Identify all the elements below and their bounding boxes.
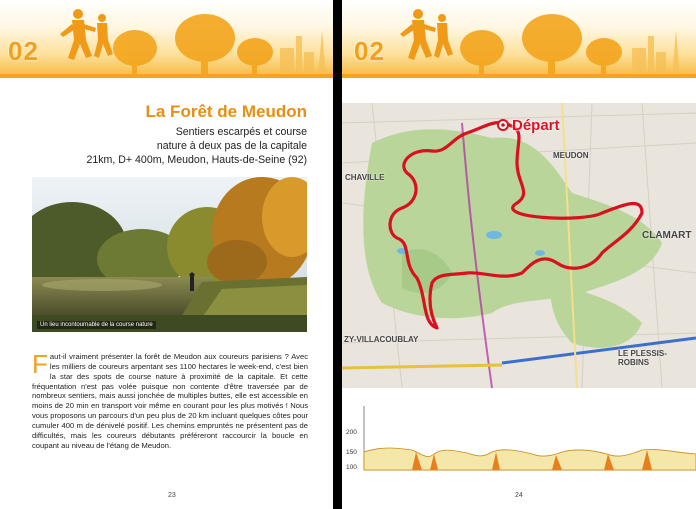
- book-spine: [333, 0, 342, 509]
- photo-caption: Un lieu incontournable de la course nature: [37, 321, 156, 329]
- elevation-profile: [342, 398, 696, 478]
- article-text: aut-il vraiment présenter la forêt de Meudon aux coureurs parisiens ? Avec les milliers de coureurs arpentant ses 1100 hectares le week-end, c'est bien la star des spots de course nature à proximité de la capitale. Et cette fréquentation n'est pas volée puisque non contente d'être traversée par de nombreux sentiers, mais aussi jonchée de multiples buttes, elle est accessible en moins de 20 min en transport voir même en courant pour les plus motivés ! Nous vous proposons un parcours d'un peu plus de 20 km incluant quelques côtes pour cumuler 400 m de dénivelé positif. Les chemins empruntés ne présentent pas de difficultés, mais les coureurs débutants préféreront raccourcir la boucle en coupant au niveau de l'étang de Meudon.: [32, 352, 308, 450]
- topographic-map: [342, 103, 696, 388]
- chapter-number: 02: [8, 36, 39, 66]
- left-page: [0, 0, 333, 509]
- elevation-chart: [342, 398, 696, 478]
- map-label-clamart: CLAMART: [642, 230, 692, 241]
- subtitle-line-2: nature à deux pas de la capitale: [156, 140, 307, 152]
- drop-cap: F: [32, 349, 48, 379]
- map-label-chaville: CHAVILLE: [345, 173, 385, 182]
- elevation-tick-150: 150: [346, 449, 357, 456]
- route-stats: 21km, D+ 400m, Meudon, Hauts-de-Seine (92): [86, 154, 307, 166]
- route-map[interactable]: [342, 103, 696, 388]
- route-title: La Forêt de Meudon: [145, 102, 307, 121]
- forest-pond-image: [32, 177, 307, 332]
- runner-trees-illustration-right: [342, 0, 696, 78]
- map-label-plessis: LE PLESSIS-ROBINS: [618, 349, 667, 367]
- page-number-left: 23: [168, 492, 176, 499]
- map-label-velizy: ZY-VILLACOUBLAY: [344, 335, 419, 344]
- pond-photo: [32, 177, 307, 332]
- runner-trees-illustration: [0, 0, 333, 78]
- chapter-banner: [0, 0, 333, 78]
- page-number-right: 24: [515, 492, 523, 499]
- subtitle-line-1: Sentiers escarpés et course: [175, 126, 307, 138]
- chapter-banner-right: [342, 0, 696, 78]
- elevation-tick-100: 100: [346, 464, 357, 471]
- start-label: Départ: [512, 117, 560, 134]
- elevation-tick-200: 200: [346, 429, 357, 436]
- right-page: [342, 0, 696, 509]
- article-body: [32, 349, 308, 450]
- map-label-meudon: MEUDON: [553, 151, 589, 160]
- chapter-number-right: 02: [354, 36, 385, 66]
